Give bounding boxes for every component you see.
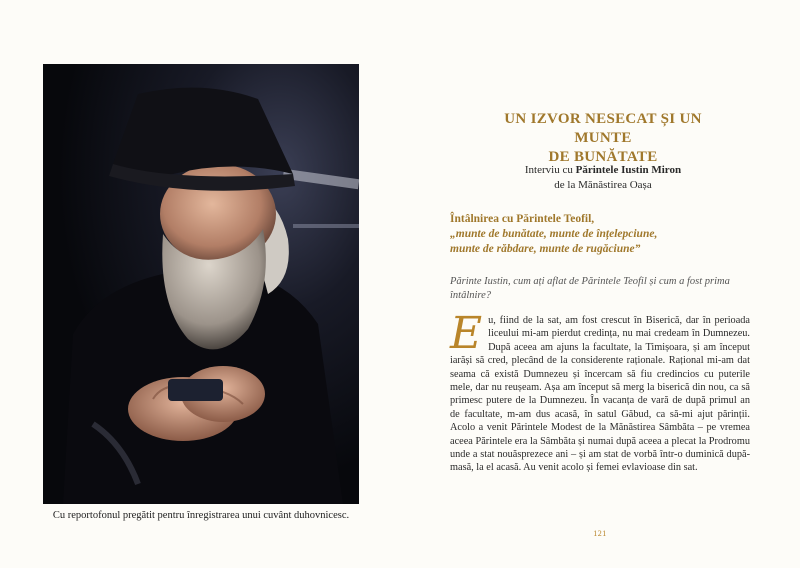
chapter-title-line1: UN IZVOR NESECAT ȘI UN MUNTE [504,111,702,146]
section-heading-line3: munte de răbdare, munte de rugăciune” [450,243,641,255]
drop-cap: E [450,308,483,359]
section-heading-line1: Întâlnirea cu Părintele Teofil, [450,213,595,225]
chapter-title [475,110,731,167]
section-heading-line2: „munte de bunătate, munte de înțelepciune, [450,228,658,240]
subtitle-line1 [475,163,731,178]
answer-text: u, fiind de la sat, am fost crescut în Biserică, dar în perioada liceului mi-am pierdut credința, nu mai credeam în Dumnezeu. După aceea am ajuns la facultate, la Timișoara, și am început iarăși să cred, plecând de la considerente raționale. Rațional mi-am dat seama că există Dumnezeu și încercam să fiu credincios cu puterile mele, dar nu reușeam. Așa am început să merg la biserică din nou, ca să primesc putere de la Dumnezeu. În vacanța de vară de după primul an de facultate, m-am dus acasă, în satul Găbud, ca să-mi ajut părinții. Acolo a venit Părintele Modest de la Mănăstirea Sâmbăta – pe vremea aceea Părintele era la Sâmbăta și numai după aceea a plecat la Prodromu unde a stat nouăsprezece ani – și am stat de vorbă într-o duminică după-masă, la el acasă. Au venit acolo și femei evlavioase din sat. [450,315,750,474]
answer-paragraph [450,308,750,475]
subtitle-prefix: Interviu cu [524,164,576,176]
subtitle-name: Părintele Iustin Miron [575,164,682,176]
photo-illustration [43,64,359,504]
interview-subtitle [475,163,731,193]
subtitle-line2: de la Mănăstirea Oașa [554,179,652,191]
page-number: 121 [593,529,607,538]
chapter-title-line2: DE BUNĂTATE [548,149,658,165]
interview-question: Părinte Iustin, cum ați aflat de Părintele Teofil și cum a fost prima întâlnire? [450,276,730,301]
photo-caption: Cu reportofonul pregătit pentru înregistrarea unui cuvânt duhovnicesc. [52,510,350,521]
monk-photo [43,64,359,504]
section-heading [450,212,750,257]
